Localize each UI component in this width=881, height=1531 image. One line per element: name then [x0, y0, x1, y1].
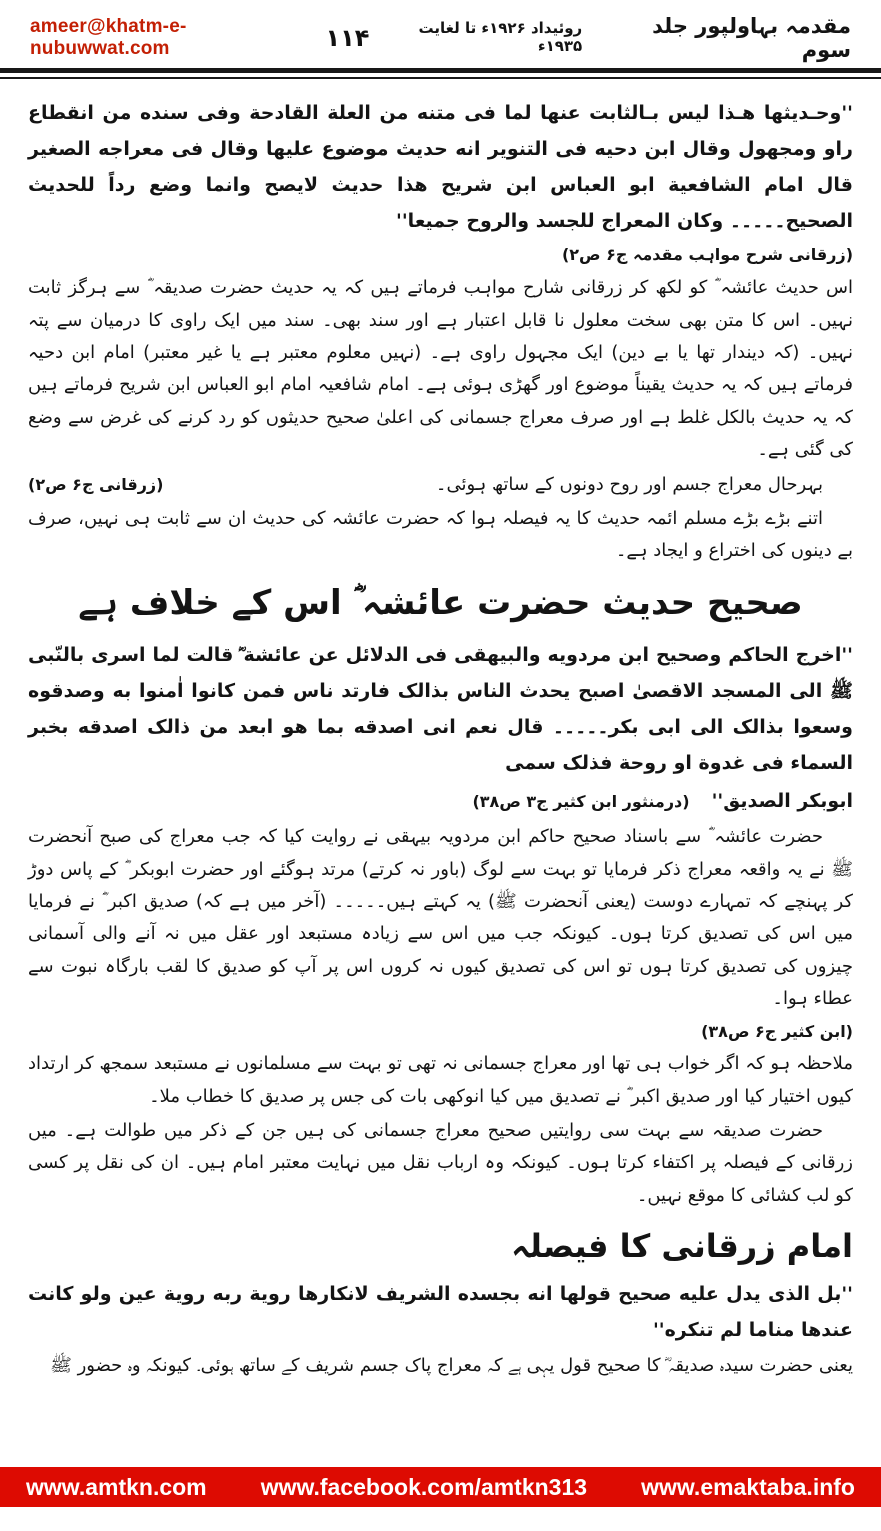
urdu-paragraph-miraj-narration: حضرت عائشہ ؓ سے باسناد صحیح حاکم ابن مردویہ بیہقی نے روایت کیا کہ جب معراج کی صبح آنحضرت ﷺ نے یہ واقعہ معراج ذکر فرمایا تو بہت سے لوگ (باور نہ کرتے) مرتد ہوگئے اور حضرت ابوبکر ؓ کے پاس دوڑ کر پہنچے کہ تمہارے دوست (یعنی آنحضرت ﷺ) یہ کہتے ہیں۔۔۔۔۔ (آخر میں ہے کہ) صدیق اکبر ؓ نے فرمایا میں اس کی تصدیق کرتا ہوں۔ کیونکہ جب میں اس سے زیادہ مستبعد اور عقل میں نہ آنے والی آسمانی چیزوں کی تصدیق کرتا ہوں تو اس کی تصدیق کیوں نہ کروں اس پر آپ کو صدیق کا لقب بارگاہ نبوت سے عطاء ہوا۔: [28, 826, 853, 1010]
section-heading-sahih-hadith: صحیح حدیث حضرت عائشہ ؓ اس کے خلاف ہے: [78, 582, 803, 623]
urdu-paragraph-verdict: اتنے بڑے بڑے مسلم ائمہ حدیث کا یہ فیصلہ ہوا کہ حضرت عائشہ کی حدیث ان سے ثابت ہی نہیں، صرف بے دینوں کی اختراع و ایجاد ہے۔: [28, 507, 853, 562]
header-double-rule: [0, 68, 881, 79]
arabic-quote-ending: ابوبکر الصدیق'': [711, 790, 853, 813]
arabic-quote-zurqani-verdict: ''بل الذی یدل علیه صحیح قولها انه بجسده الشریف لانکارها رویة ربه رویة عین ولو کانت عندها مناما لم تنکره'': [28, 1283, 853, 1342]
urdu-paragraph-observation: ملاحظہ ہو کہ اگر خواب ہی تھا اور معراج جسمانی نہ تھی تو بہت سے مسلمانوں نے مستبعد سمجھ کر ارتداد کیوں اختیار کیا اور صدیق اکبر ؓ نے تصدیق میں کیا انوکھی بات کی جس پر صدیق کا خطاب ملا۔: [28, 1053, 853, 1107]
urdu-line-conclusion: بہرحال معراج جسم اور روح دونوں کے ساتھ ہوئی۔: [435, 473, 823, 495]
proceedings-date-line: روئیداد ۱۹۲۶ء تا لغایت ۱۹۳۵ء: [418, 19, 583, 55]
footer-link-amtkn[interactable]: www.amtkn.com: [26, 1473, 207, 1500]
header-titles: [369, 14, 851, 62]
footer-links-bar: [0, 1467, 881, 1507]
footer-link-emaktaba[interactable]: www.emaktaba.info: [641, 1473, 855, 1500]
citation-zurqani-sharh: (زرقانی شرح مواہب مقدمہ ج۶ ص۲): [561, 245, 853, 265]
citation-ibn-kathir: (ابن کثیر ج۶ ص۳۸): [701, 1021, 853, 1041]
arabic-quote-hakim-bayhaqi: ''اخرج الحاکم وصحیح ابن مردویه والبیهقی فی الدلائل عن عائشة ؓ قالت لما اسری بالنّبی ﷺ الی المسجد الاقصیٰ اصبح یحدث الناس بذالک فارتد ناس فمن کانوا اٰمنوا به وصدقوه وسعوا بذالک الی ابی بکر۔۔۔۔۔ قال نعم انی اصدقه بما هو ابعد من ذالک اصدقه بخبر السماء فی غدوة او روحة فذلک سمی: [28, 643, 853, 774]
section-heading-zurqani-verdict: امام زرقانی کا فیصلہ: [511, 1227, 853, 1266]
urdu-paragraph-hadith-critique: اس حدیث عائشہ ؓ کو لکھ کر زرقانی شارح مواہب فرماتے ہیں کہ یہ حدیث حضرت صدیقہ ؓ سے ہرگز ثابت نہیں۔ اس کا متن بھی سخت معلول نا قابل اعتبار ہے اور سند بھی۔ سند میں ایک راوی کا درمیان سے پتہ نہیں۔ (کہ دیندار تھا یا بے دین) ایک مجہول راوی ہے۔ (نہیں معلوم معتبر ہے یا غیر معتبر) امام ابن دحیہ فرماتے ہیں کہ یہ حدیث یقیناً موضوع اور گھڑی ہوئی ہے۔ امام شافعیہ امام ابو العباس ابن شریح فرماتے ہیں کہ یہ حدیث بالکل غلط ہے اور صرف معراج جسمانی کی اعلیٰ صحیح حدیثوں کو رد کرنے کی غرض سے وضع کی گئی ہے۔: [28, 277, 853, 461]
arabic-quote-end-with-citation: [28, 783, 853, 819]
urdu-paragraph-translation: یعنی حضرت سیدہ صدیقہ ؓ کا صحیح قول یہی ہے کہ معراج پاک جسم شریف کے ساتھ ہوئی۔ کیونکہ وہ حضور ﷺ: [50, 1355, 853, 1377]
page-number: ۱۱۴: [325, 24, 370, 52]
book-title: مقدمہ بہاولپور جلد سوم: [652, 14, 851, 62]
arabic-quote-zurqani: ''وحـدیثها هـذا لیس بـالثابت عنها لما فی متنه من العلة القادحة وفی سنده من انقطاع راو ومجهول وقال ابن دحیه فی التنویر انه حدیث موضوع علیها وقال فی معراجه الصغیر قال امام الشافعیة ابو العباس ابن شریح هذا حدیث لایصح وانما وضع رداً للحدیث الصحیح۔۔۔۔۔ وکان المعراج للجسد والروح جمیعا'': [28, 102, 853, 233]
citation-durr-manthur: (درمنثور ابن کثیر ج۳ ص۳۸): [472, 792, 690, 812]
urdu-line-with-citation: [28, 469, 853, 501]
page-header: [0, 0, 881, 68]
footer-link-facebook[interactable]: www.facebook.com/amtkn313: [260, 1473, 588, 1500]
urdu-paragraph-riwayat: حضرت صدیقہ سے بہت سی روایتیں صحیح معراج جسمانی کی ہیں جن کے ذکر میں طوالت ہے۔ میں زرقانی کے فیصلہ پر اکتفاء کرتا ہوں۔ کیونکہ وہ ارباب نقل میں نہایت معتبر امام ہیں۔ ان کی نقل پر کسی کو لب کشائی کا موقع نہیں۔: [28, 1120, 853, 1206]
page-body: [0, 79, 881, 1475]
contact-email[interactable]: ameer@khatm-e-nubuwwat.com: [30, 16, 187, 59]
citation-zurqani: (زرقانی ج۶ ص۲): [28, 474, 164, 494]
